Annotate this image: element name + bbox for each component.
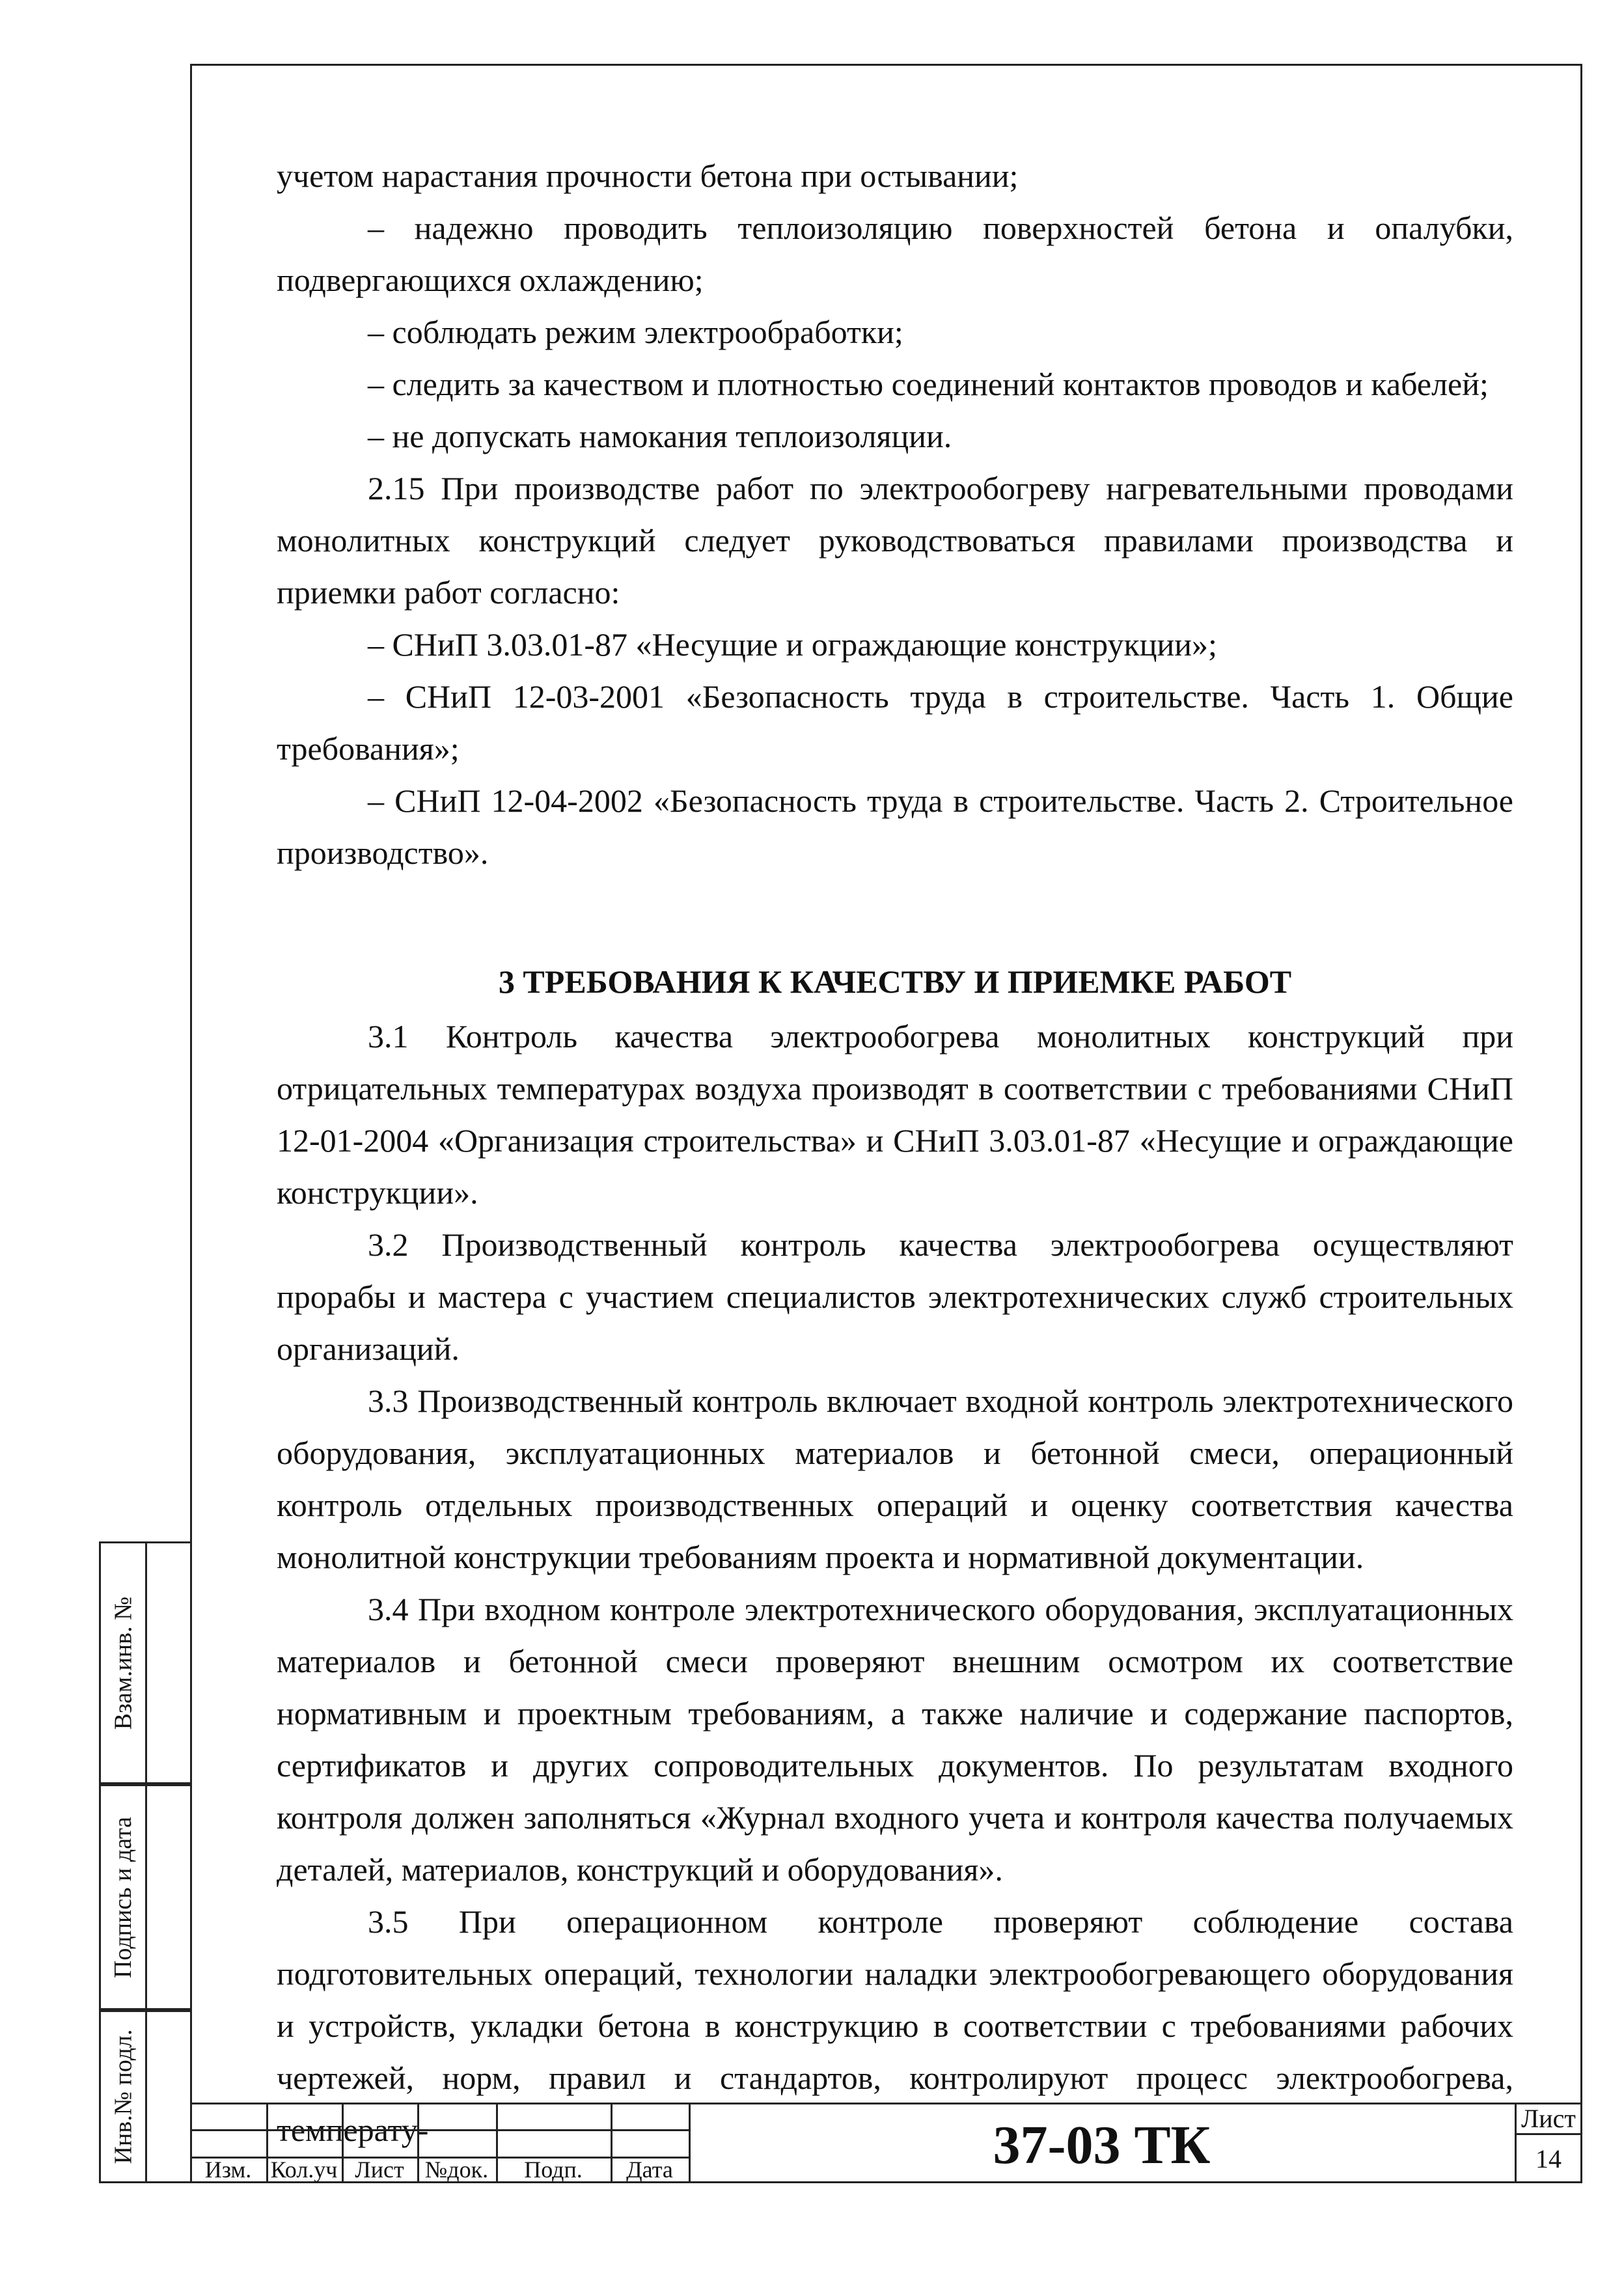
strip-vzam-inv [99, 1541, 190, 1784]
paragraph: 2.15 При производстве работ по электрообогреву нагревательными проводами монолитных конструкций следует руководствоваться правилами производства и приемки работ согласно: [277, 470, 1513, 611]
strip-label: Подпись и дата [109, 1816, 137, 1978]
paragraph: 3.1 Контроль качества электрообогрева монолитных конструкций при отрицательных температурах воздуха производят в соответствии с требованиями СНиП 12-01-2004 «Организация строительства» и СНиП 3.03.01-87 «Несущие и ограждающие конструкции». [277, 1018, 1513, 1211]
stamp-izm: Изм. [204, 2157, 252, 2183]
strip-inv-podl [99, 2010, 190, 2183]
title-block [190, 2103, 1582, 2183]
strip-label: Взам.инв. № [109, 1596, 137, 1730]
list-item: – надежно проводить теплоизоляцию поверхностей бетона и опалубки, подвергающихся охлаждению; [277, 210, 1513, 298]
strip-podpis-data [99, 1784, 190, 2010]
stamp-data: Дата [626, 2157, 673, 2183]
paragraph: 3.2 Производственный контроль качества электрообогрева осуществляют прорабы и мастера с участием специалистов электротехнических служб строительных организаций. [277, 1226, 1513, 1367]
stamp-ndok: №док. [424, 2157, 489, 2183]
paragraph: 3.5 При операционном контроле проверяют соблюдение состава подготовительных операций, технологии наладки электрообогревающего оборудования и устройств, укладки бетона в конструкцию в соответствии с требованиями рабочих чертежей, норм, правил и стандартов, контролируют процесс электрообогрева, температу- [277, 1903, 1513, 2148]
paragraph: 3.3 Производственный контроль включает входной контроль электротехнического оборудования, эксплуатационных материалов и бетонной смеси, операционный контроль отдельных производственных операций и оценку соответствия качества монолитной конструкции требованиям проекта и нормативной документации. [277, 1383, 1513, 1575]
sheet-label: Лист [1521, 2104, 1576, 2133]
stamp-podp: Подп. [524, 2157, 583, 2183]
section-heading: 3 ТРЕБОВАНИЯ К КАЧЕСТВУ И ПРИЕМКЕ РАБОТ [498, 963, 1292, 1000]
list-item: – СНиП 3.03.01-87 «Несущие и ограждающие конструкции»; [368, 626, 1217, 663]
strip-label: Инв.№ подл. [109, 2029, 137, 2164]
stamp-kol-uch: Кол.уч [270, 2157, 338, 2183]
sheet-number: 14 [1535, 2144, 1562, 2173]
paragraph: 3.4 При входном контроле электротехнического оборудования, эксплуатационных материалов и бетонной смеси проверяют внешним осмотром их соответствие нормативным и проектным требованиям, а также наличие и содержание паспортов, сертификатов и других сопроводительных документов. По результатам входного контроля должен заполняться «Журнал входного учета и контроля качества получаемых деталей, материалов, конструкций и оборудования». [277, 1591, 1513, 1888]
paragraph: учетом нарастания прочности бетона при остывании; [277, 158, 1019, 194]
document-body [277, 150, 1513, 2156]
list-item: – не допускать намокания теплоизоляции. [368, 418, 952, 454]
list-item: – СНиП 12-04-2002 «Безопасность труда в строительстве. Часть 2. Строительное производство». [277, 782, 1513, 871]
list-item: – соблюдать режим электрообработки; [368, 314, 903, 350]
stamp-list: Лист [355, 2157, 404, 2183]
list-item: – СНиП 12-03-2001 «Безопасность труда в строительстве. Часть 1. Общие требования»; [277, 678, 1513, 767]
list-item: – следить за качеством и плотностью соединений контактов проводов и кабелей; [368, 366, 1489, 402]
document-code: 37-03 ТК [993, 2114, 1211, 2175]
